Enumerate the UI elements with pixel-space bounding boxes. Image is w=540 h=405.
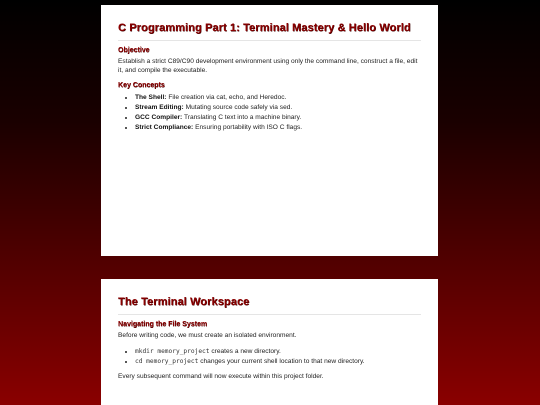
slide-title: C Programming Part 1: Terminal Mastery & Hello World <box>118 22 421 41</box>
concept-term: The Shell: <box>135 93 167 101</box>
concept-term: GCC Compiler: <box>135 114 183 122</box>
key-concepts-heading: Key Concepts <box>118 81 165 89</box>
slide-terminal-mastery <box>101 5 438 256</box>
concept-term: Strict Compliance: <box>135 124 194 132</box>
slide-title: The Terminal Workspace <box>118 296 421 315</box>
file-system-heading: Navigating the File System <box>118 321 208 328</box>
list-item <box>135 347 421 357</box>
concept-term: Stream Editing: <box>135 104 184 111</box>
concept-text: Mutating source code safely via sed. <box>185 104 293 111</box>
outro-text: Every subsequent command will now execute within this project folder. <box>118 373 324 381</box>
key-concepts-list <box>118 93 421 134</box>
list-item <box>135 103 421 113</box>
command-code: mkdir memory_project <box>135 347 210 355</box>
concept-text: File creation via cat, echo, and Heredoc. <box>168 93 287 101</box>
list-item <box>135 357 421 367</box>
command-text: changes your current shell location to that new directory. <box>200 358 365 366</box>
concept-text: Translating C text into a machine binary. <box>183 114 302 122</box>
list-item <box>135 123 421 133</box>
command-text: creates a new directory. <box>211 347 281 355</box>
command-code: cd memory_project <box>135 358 199 366</box>
objective-text: Establish a strict C89/C90 development environment using only the command line, construct a file, edit it, and compile the executable. <box>118 58 418 74</box>
slide-terminal-workspace <box>101 279 438 405</box>
objective-heading: Objective <box>118 47 150 54</box>
list-item <box>135 113 421 123</box>
commands-list <box>118 347 421 367</box>
concept-text: Ensuring portability with ISO C flags. <box>195 124 303 132</box>
list-item <box>135 93 421 103</box>
intro-text: Before writing code, we must create an isolated environment. <box>118 332 297 339</box>
